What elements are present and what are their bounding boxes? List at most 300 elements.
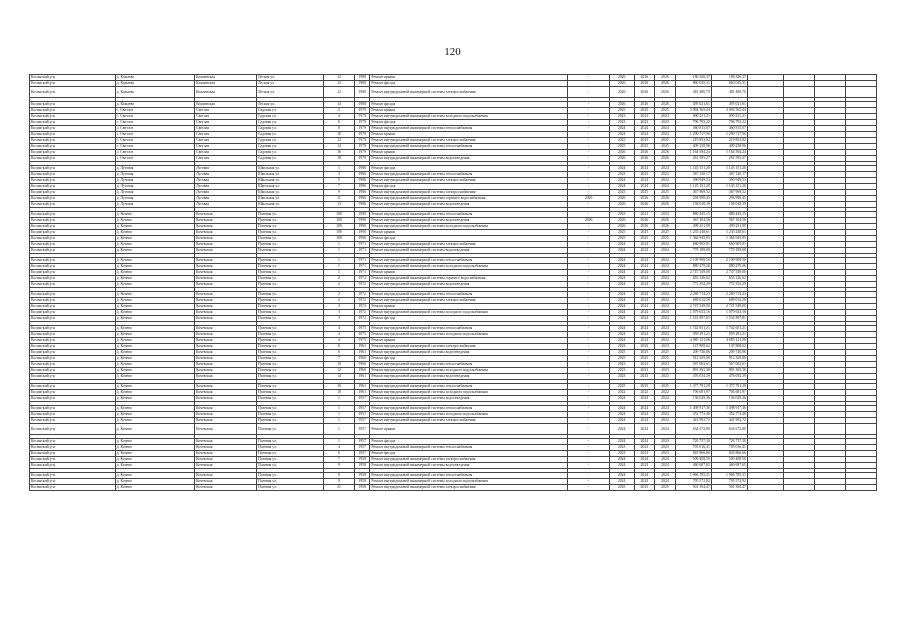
table-cell: Ремонт фасада [370,451,568,457]
table-cell: Лесная ул. [256,102,323,108]
table-cell: 2024 [655,463,676,469]
table-cell: 2 747 549,00 [675,270,711,276]
table-cell: 959 291,21 [675,332,711,338]
table-cell: 2024 [655,276,676,282]
table-cell: 2024 [634,248,655,254]
table-cell: д. Кочево [115,276,194,282]
table-cell: 860 045,31 [711,81,747,87]
table-cell: 1 079 633,16 [711,310,747,316]
table-cell: - [568,264,609,270]
table-cell: 2023 [634,172,655,178]
table-cell: 2024 [609,473,634,479]
table-cell: - [568,412,609,418]
table-cell: - [568,479,609,485]
table-cell: 880 445,15 [711,212,747,218]
table-cell: 1958 [354,457,369,463]
table-cell: 16 [324,384,355,390]
table-cell: 1 145 151,20 [675,166,711,172]
table-cell: 1979 [354,138,369,144]
table-cell: Полевая ул. [256,406,323,412]
table-cell: 660 905,81 [711,242,747,248]
table-cell: Косинский р-н [30,178,116,184]
table-cell: Кочевская [195,356,257,362]
table-cell: 689 012,58 [675,298,711,304]
table-cell: д. Кочево [115,242,194,248]
table-cell: 100 [324,236,355,242]
table-cell: д. Кочево [115,406,194,412]
table-cell: Косинский р-н [30,374,116,380]
table-cell: Кочевская [195,224,257,230]
table-cell: Косинский р-н [30,102,116,108]
table-cell: 2024 [634,338,655,344]
table-cell: Ремонт внутридомовой инженерной системы электроснабжения [370,190,568,196]
table-cell: Ремонт внутридомовой инженерной системы горячего водоснабжения [370,276,568,282]
table-cell: 186 326,37 [675,75,711,81]
table-cell: 1990 [354,212,369,218]
table-cell: Полевая ул. [256,479,323,485]
table-cell: 2024 [655,396,676,402]
table-cell: 1972 [354,316,369,322]
table-cell: Косинский р-н [30,304,116,310]
table-cell: Полевая ул. [256,362,323,368]
table-cell: Полевая ул. [256,236,323,242]
table-cell: 2025 [609,230,634,236]
table-cell: д. Кочево [115,236,194,242]
table-cell: 2026 [609,150,634,156]
table-cell: д. Кочево [115,424,194,435]
table-cell: 2023 [609,445,634,451]
table-cell: д. Кочево [115,326,194,332]
table-cell: д. Кочево [115,463,194,469]
table-cell: 2024 [634,479,655,485]
table-cell: 9 [324,473,355,479]
table-cell: Кочевская [195,282,257,288]
table-cell: Полевая ул. [256,258,323,264]
table-cell: Кочевская [195,445,257,451]
table-cell: - [568,75,609,81]
table-cell: 261 595,27 [711,156,747,162]
table-cell: Полевая ул. [256,304,323,310]
table-cell: 2026 [634,87,655,98]
table-cell: Кожаевская [195,81,257,87]
table-cell: 5 [324,178,355,184]
table-cell: Школьная ул. [256,178,323,184]
table-cell: 409 238,96 [711,144,747,150]
table-cell: д. Кочево [115,439,194,445]
table-cell: 1958 [354,479,369,485]
table-cell: 1 145 151,20 [675,184,711,190]
table-cell: Кочевская [195,451,257,457]
table-cell: Кочевская [195,390,257,396]
table-cell: 4 [324,326,355,332]
table-cell: Садовая ул. [256,138,323,144]
table-cell: 3 [324,304,355,310]
table-cell: Косинский р-н [30,132,116,138]
table-cell: 2022 [634,390,655,396]
table-cell [747,87,783,98]
table-cell: 772 352,29 [711,282,747,288]
table-cell: 481 480,70 [675,87,711,98]
table-cell: 1957 [354,445,369,451]
table-cell: Ремонт внутридомовой инженерной системы теплоснабжения [370,258,568,264]
table-cell: Кочевская [195,439,257,445]
table-cell: - [568,463,609,469]
table-cell: 2026 [655,196,676,202]
table-cell: 1990 [354,218,369,224]
table-cell: 845 866,66 [675,451,711,457]
table-cell: 7 [324,184,355,190]
table-cell: Полевая ул. [256,374,323,380]
table-cell: Косинский р-н [30,242,116,248]
table-cell: 2026 [634,75,655,81]
table-cell: Косинский р-н [30,463,116,469]
table-cell: 396 949,53 [711,178,747,184]
table-cell: Косинский р-н [30,396,116,402]
table-cell: 1 966 785,31 [675,473,711,479]
table-cell: Полевая ул. [256,212,323,218]
table-cell: 18 [324,156,355,162]
table-cell: Косинский р-н [30,156,116,162]
table-cell: 2024 [634,439,655,445]
table-cell: Кочевская [195,338,257,344]
table-cell: 2025 [634,384,655,390]
table-cell: Садовая ул. [256,114,323,120]
table-cell: - [568,384,609,390]
table-cell: Кочевская [195,218,257,224]
table-cell: с. Светлое [115,132,194,138]
table-cell: Ремонт внутридомовой инженерной системы электроснабжения [370,485,568,491]
table-cell: 2023 [655,368,676,374]
table-cell: 3 094 565,44 [711,108,747,114]
table-cell: Ремонт фасада [370,316,568,322]
table-cell: 495 021,61 [675,102,711,108]
table-cell: 2025 [634,236,655,242]
table-cell: 2023 [609,374,634,380]
table-cell: 1 [324,242,355,248]
table-cell: Косинский р-н [30,384,116,390]
table-cell: Косинский р-н [30,457,116,463]
table-cell: 2025 [609,350,634,356]
table-cell: - [568,270,609,276]
table-cell: Косинский р-н [30,406,116,412]
table-cell: 2025 [655,138,676,144]
table-cell: Ремонт внутридомовой инженерной системы теплоснабжения [370,212,568,218]
table-cell: 460 815,07 [675,126,711,132]
table-cell: 2025 [634,485,655,491]
table-cell: 2023 [634,344,655,350]
table-cell: 2023 [634,212,655,218]
table-cell: 16 [324,150,355,156]
table-cell: 2024 [634,457,655,463]
table-cell: Ремонт крыши [370,132,568,138]
table-cell: 2024 [609,126,634,132]
table-cell: Косинский р-н [30,236,116,242]
table-cell: Полевая ул. [256,332,323,338]
table-cell: - [568,310,609,316]
table-cell: Ремонт внутридомовой инженерной системы теплоснабжения [370,406,568,412]
table-cell: 2024 [634,332,655,338]
table-cell: д. Луговая [115,202,194,208]
table-cell: 1975 [354,332,369,338]
table-cell: 2023 [655,451,676,457]
table-cell: 1 [324,424,355,435]
table-cell: 891 365,36 [675,368,711,374]
table-cell: Светлая [195,126,257,132]
table-cell: 1957 [354,412,369,418]
table-cell: Кочевская [195,362,257,368]
table-cell: Ремонт внутридомовой инженерной системы теплоснабжения [370,445,568,451]
table-cell: Косинский р-н [30,356,116,362]
table-cell: Косинский р-н [30,248,116,254]
table-cell: Косинский р-н [30,87,116,98]
table-cell: 2024 [655,439,676,445]
table-cell: - [568,390,609,396]
table-cell: д. Кочево [115,390,194,396]
table-cell: 367 120,17 [711,172,747,178]
table-cell: Светлая [195,144,257,150]
table-row [30,87,877,98]
table-cell: 2024 [609,264,634,270]
table-cell: - [568,126,609,132]
table-cell: 476 034,39 [711,374,747,380]
table-cell: Полевая ул. [256,248,323,254]
table-cell: 1957 [354,451,369,457]
table-cell: Полевая ул. [256,396,323,402]
table-cell: Ремонт внутридомовой инженерной системы электроснабжения [370,138,568,144]
table-cell: 2023 [634,362,655,368]
table-cell: Лесная ул. [256,87,323,98]
table-cell: 2 [324,108,355,114]
table-cell: 1972 [354,282,369,288]
table-cell: 11 [324,196,355,202]
table-cell: Ремонт внутридомовой инженерной системы холодного водоснабжения [370,412,568,418]
table-cell: - [568,406,609,412]
table-cell: 2023 [655,344,676,350]
table-cell: Полевая ул. [256,298,323,304]
table-cell: 2024 [634,316,655,322]
table-cell: 1986 [354,172,369,178]
table-cell: 1971 [354,270,369,276]
table-cell: 1988 [354,87,369,98]
table-cell: Косинский р-н [30,338,116,344]
table-cell: д. Кочево [115,418,194,424]
table-cell: 2026 [634,150,655,156]
table-cell: Косинский р-н [30,218,116,224]
table-cell: 2024 [609,479,634,485]
table-cell: 12 [324,87,355,98]
table-cell: 2023 [655,212,676,218]
table-cell: 2025 [609,356,634,362]
table-cell: д. Луговая [115,196,194,202]
table-cell: 2025 [655,350,676,356]
table-cell: 2026 [634,218,655,224]
table-cell: Ремонт внутридомовой инженерной системы холодного водоснабжения [370,479,568,485]
table-cell: 1 531 897,81 [711,316,747,322]
table-cell: - [568,102,609,108]
table-cell: Ремонт внутридомовой инженерной системы теплоснабжения [370,172,568,178]
table-cell: 1 364 945,85 [675,236,711,242]
table-cell: Косинский р-н [30,276,116,282]
table-cell: 7 [324,356,355,362]
table-cell: д. Кочево [115,350,194,356]
table-cell: 1 164 394,24 [711,150,747,156]
table-cell: Ремонт внутридомовой инженерной системы электроснабжения [370,87,568,98]
table-cell: 2025 [655,190,676,196]
table-cell: 705 016,41 [711,445,747,451]
table-cell [784,485,815,491]
table-cell: Косинский р-н [30,270,116,276]
table-cell: 2023 [655,120,676,126]
table-cell: 2024 [634,304,655,310]
table-cell: 2026 [568,218,609,224]
table-cell: 1979 [354,120,369,126]
table-cell: Полевая ул. [256,485,323,491]
table-cell: 1 966 785,31 [711,473,747,479]
table-cell: 2024 [609,258,634,264]
table-cell: 2023 [655,445,676,451]
table-cell: 796 793,22 [711,120,747,126]
table-cell: 795 572,92 [711,479,747,485]
table-cell: 2024 [655,316,676,322]
table-cell: Полевая ул. [256,457,323,463]
table-cell: 352 773,48 [675,412,711,418]
table-cell: д. Кочево [115,282,194,288]
table-cell: Ремонт внутридомовой инженерной системы электроснабжения [370,178,568,184]
table-cell: д. Луговая [115,172,194,178]
table-cell: Ремонт фасада [370,184,568,190]
table-cell: Кочевская [195,270,257,276]
table-cell: 2024 [634,418,655,424]
table-cell: 1972 [354,298,369,304]
table-cell: 779 189,68 [711,248,747,254]
table-cell: Ремонт внутридомовой инженерной системы горячего водоснабжения [370,196,568,202]
table-cell: 2024 [609,282,634,288]
table-cell: 2026 [609,218,634,224]
table-cell: 1990 [354,236,369,242]
table-cell: 2026 [609,196,634,202]
table-cell: Кочевская [195,479,257,485]
table-cell: 2026 [634,102,655,108]
table-cell: 2024 [634,326,655,332]
table-cell: Ремонт внутридомовой инженерной системы теплоснабжения [370,126,568,132]
table-cell: Косинский р-н [30,184,116,190]
table-cell: 2024 [655,178,676,184]
table-cell: 2025 [655,230,676,236]
table-cell: Косинский р-н [30,473,116,479]
table-cell: 12 [324,75,355,81]
table-cell: 1972 [354,304,369,310]
table-cell: Ремонт внутридомовой инженерной системы водоотведения [370,156,568,162]
table-cell: - [568,108,609,114]
table-cell: д. Кочево [115,212,194,218]
table-cell: 352 773,48 [711,412,747,418]
table-cell: с. Светлое [115,156,194,162]
table-cell: 2024 [655,457,676,463]
table-cell: - [568,374,609,380]
table-cell: Полевая ул. [256,356,323,362]
table-cell: Косинский р-н [30,172,116,178]
table-cell: 1986 [354,196,369,202]
table-cell: Светлая [195,132,257,138]
table-cell: 2025 [609,138,634,144]
table-cell: 2023 [609,212,634,218]
table-row [30,485,877,491]
table-cell: Ремонт крыши [370,304,568,310]
table-cell: 653 126,62 [711,276,747,282]
table-cell: - [568,282,609,288]
table-cell: 2024 [609,418,634,424]
table-cell: Кожаевская [195,102,257,108]
table-cell: Полевая ул. [256,424,323,435]
table-cell: Косинский р-н [30,230,116,236]
table-cell: 2024 [609,248,634,254]
table-cell: 726 737,30 [675,439,711,445]
table-cell: Ремонт внутридомовой инженерной системы электроснабжения [370,344,568,350]
table-cell: Косинский р-н [30,412,116,418]
table-cell: Ремонт внутридомовой инженерной системы водоотведения [370,282,568,288]
table-cell: Школьная ул. [256,190,323,196]
table-cell: Кочевская [195,276,257,282]
table-cell: 772 352,29 [675,282,711,288]
table-cell: Ремонт внутридомовой инженерной системы электроснабжения [370,418,568,424]
table-cell: Ремонт внутридомовой инженерной системы холодного водоснабжения [370,114,568,120]
table-cell: 2026 [655,150,676,156]
table-cell: Кочевская [195,310,257,316]
table-cell: 2024 [634,406,655,412]
table-cell: 2024 [609,276,634,282]
table-cell: 2024 [655,412,676,418]
table-cell: 2024 [655,242,676,248]
table-cell: 10 [324,362,355,368]
table-cell: 481 480,70 [711,87,747,98]
table-cell: 2023 [634,451,655,457]
table-cell: д. Кочево [115,374,194,380]
table-cell: Ремонт внутридомовой инженерной системы водоотведения [370,218,568,224]
table-cell: 2024 [609,463,634,469]
table-cell: 1979 [354,156,369,162]
table-cell: 1971 [354,258,369,264]
table-cell: - [568,242,609,248]
table-cell: Садовая ул. [256,156,323,162]
table-cell: Ремонт фасада [370,439,568,445]
table-cell: 2024 [655,126,676,132]
table-cell: 1 [324,406,355,412]
table-cell: 1 498 917,36 [675,406,711,412]
table-cell: Косинский р-н [30,445,116,451]
table-cell: - [568,292,609,298]
table-cell: 8 [324,126,355,132]
table-cell: 2 747 549,00 [675,304,711,310]
table-cell: 2 [324,292,355,298]
table-cell: Косинский р-н [30,126,116,132]
table-cell: 2024 [609,412,634,418]
table-cell: 912 329,80 [711,356,747,362]
table-cell: 2026 [634,224,655,230]
table-cell [845,485,876,491]
table-cell [747,485,783,491]
table-cell: 2024 [634,463,655,469]
table-cell: Садовая ул. [256,108,323,114]
table-cell: 2026 [655,75,676,81]
table-cell: 1972 [354,310,369,316]
table-cell: 6 [324,451,355,457]
table-cell: 567 063,61 [711,362,747,368]
table-cell: Полевая ул. [256,418,323,424]
table-cell: 2024 [655,332,676,338]
table-cell: Ремонт внутридомовой инженерной системы электроснабжения [370,298,568,304]
table-cell: Школьная ул. [256,184,323,190]
table-cell: Полевая ул. [256,451,323,457]
